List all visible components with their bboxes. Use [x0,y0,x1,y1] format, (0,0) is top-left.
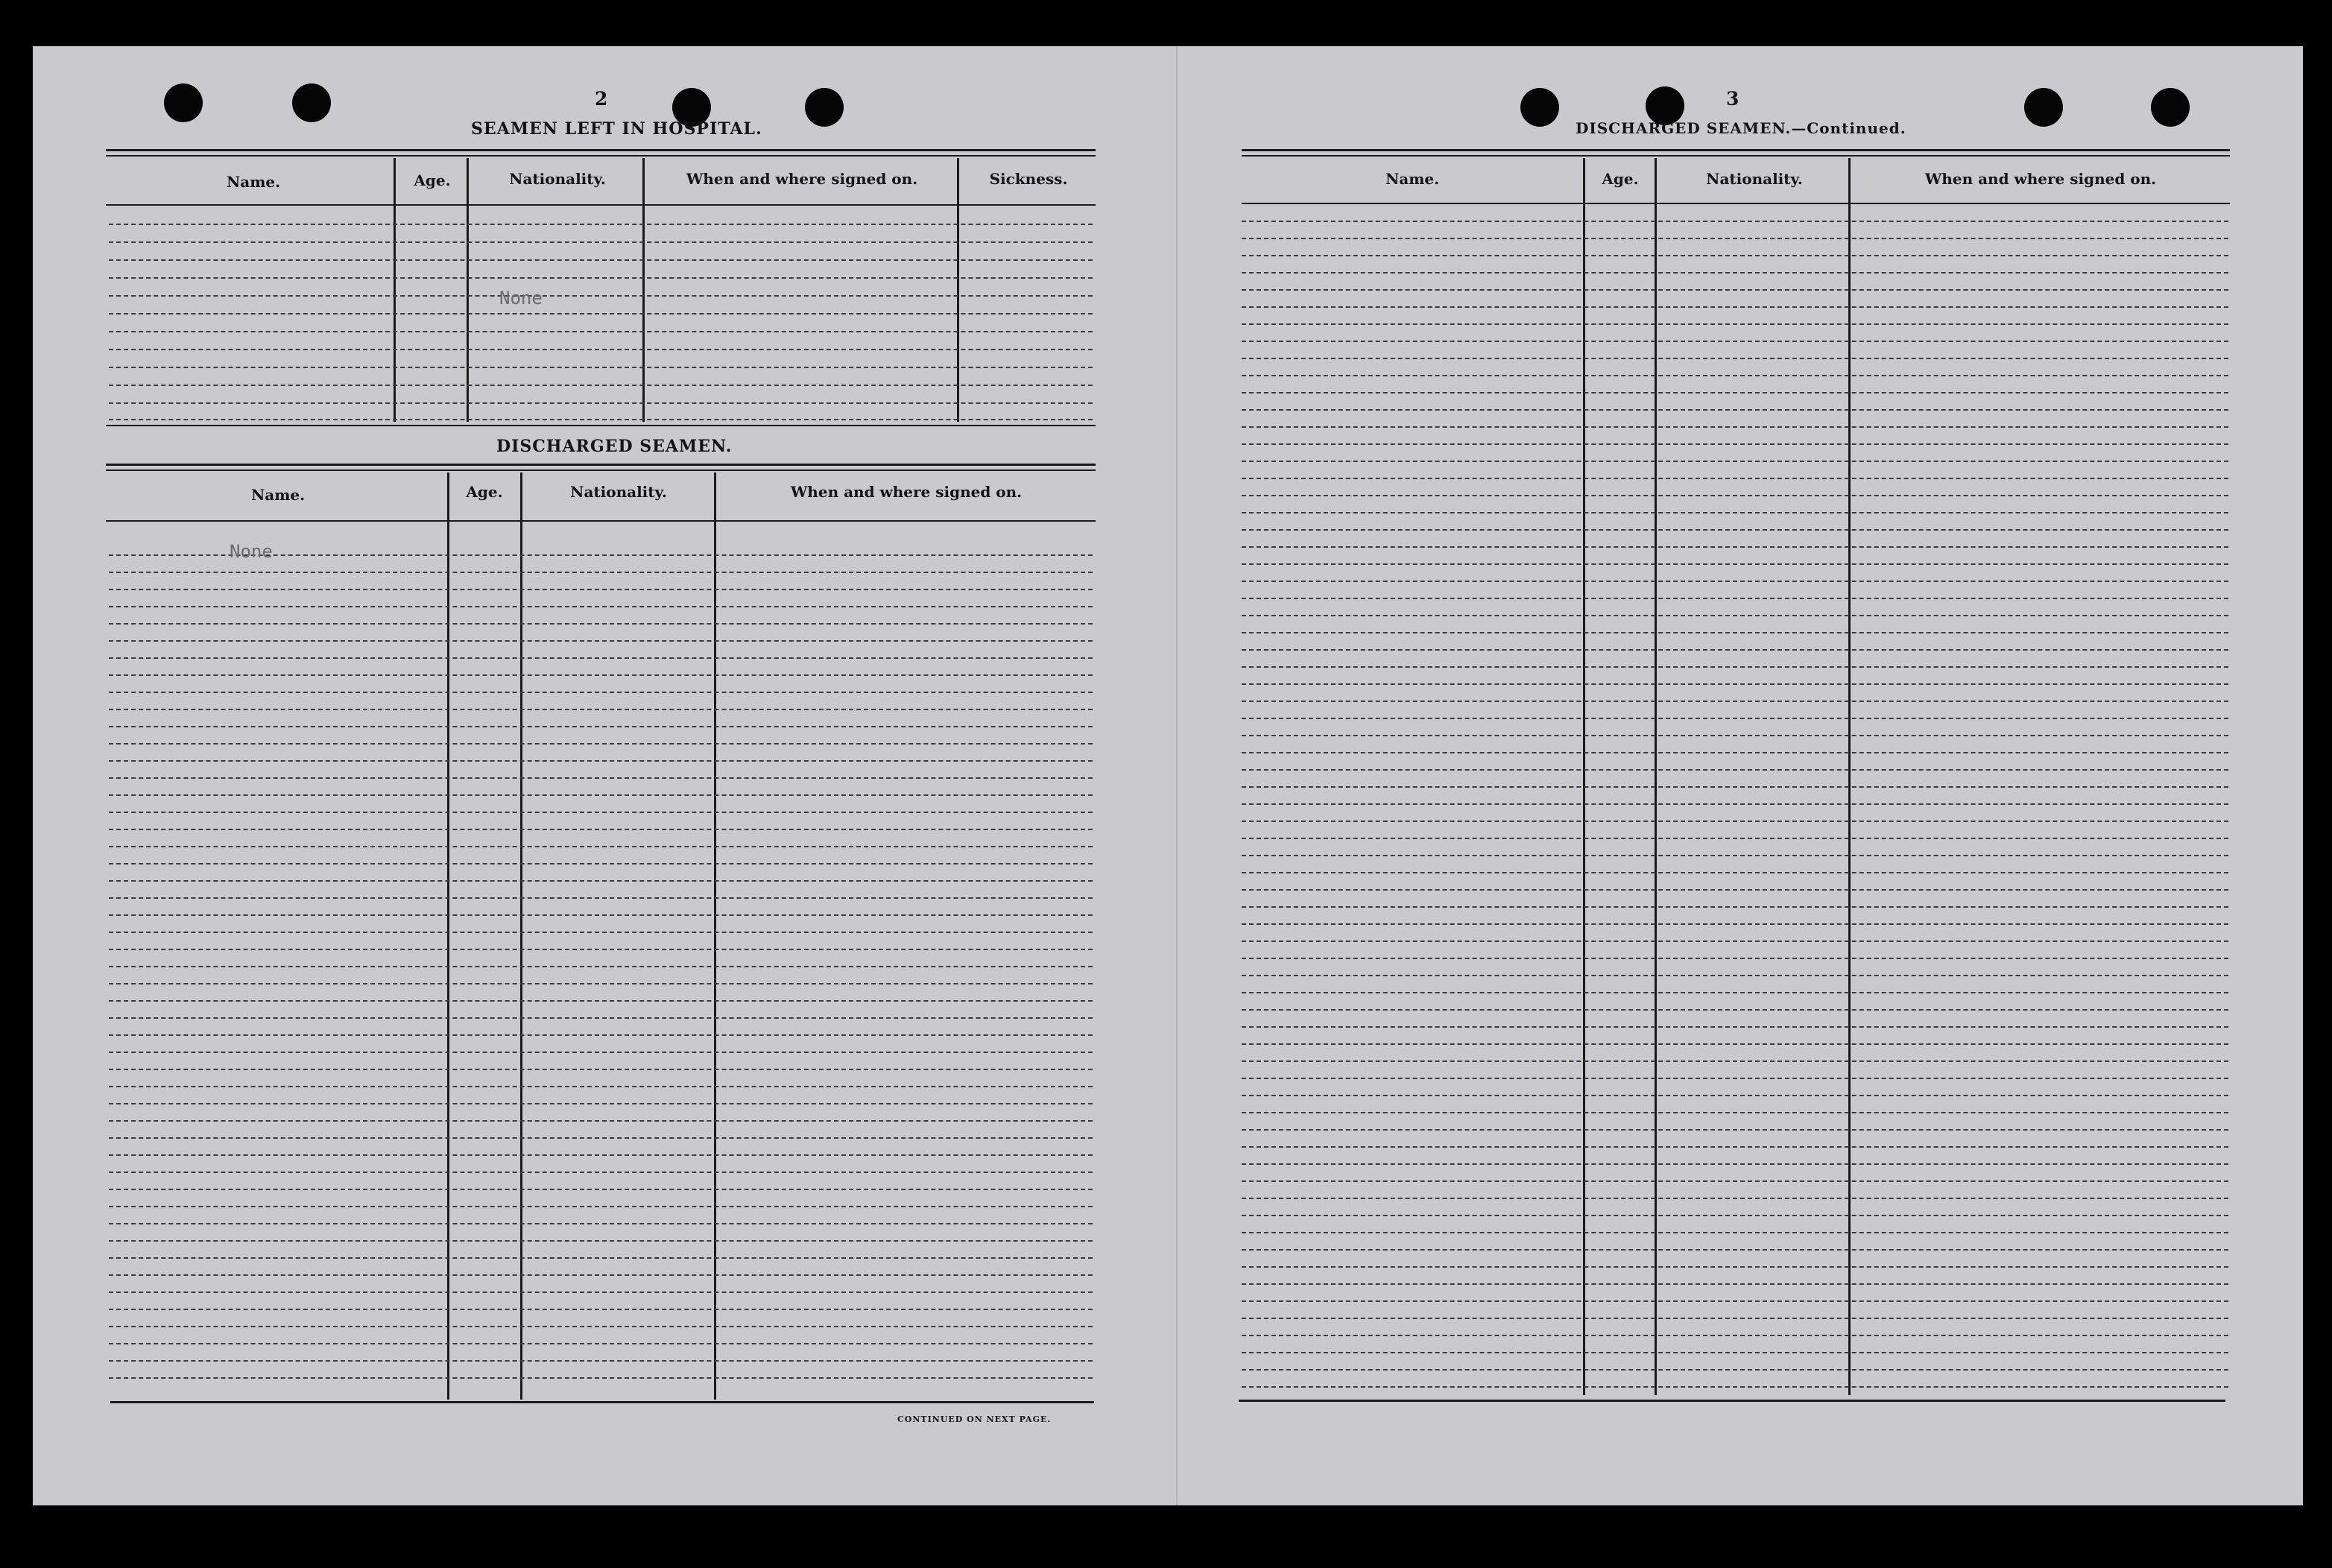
right-top-rule [1242,149,2230,151]
right-entry-line [1242,1095,2228,1096]
right-entry-line [1242,546,2228,548]
right-entry-line [1242,649,2228,651]
page-number: 2 [595,88,608,110]
discharged-top-rule [106,470,1096,471]
right-entry-line [1242,529,2228,531]
right-entry-line [1242,598,2228,599]
right-entry-line [1242,615,2228,616]
right-entry-line [1242,461,2228,462]
right-entry-line [1242,752,2228,753]
discharged-entry-line [109,1137,1093,1139]
discharged-entry-line [109,1086,1093,1087]
right-entry-line [1242,821,2228,822]
hospital-col-name: Name. [226,173,281,191]
discharged-entry-line [109,1377,1093,1379]
right-entry-line [1242,838,2228,839]
right-entry-line [1242,306,2228,308]
right-entry-line [1242,906,2228,908]
right-entry-line [1242,443,2228,445]
discharged-entry-line [109,863,1093,864]
punch-hole [2024,88,2063,127]
right-entry-line [1242,923,2228,925]
hospital-entry-line [109,349,1093,350]
discharged-entry-line [109,657,1093,659]
discharged-col-signed-on: When and where signed on. [790,483,1023,501]
discharged-entry-line [109,983,1093,984]
right-entry-line [1242,632,2228,633]
discharged-entry-line [109,640,1093,642]
punch-hole [164,83,203,122]
discharged-col-age: Age. [466,483,503,501]
discharged-entry-line [109,1000,1093,1002]
hospital-column-divider [394,158,396,422]
right-entry-line [1242,975,2228,976]
right-header-rule [1242,203,2230,204]
right-entry-line [1242,1335,2228,1336]
hospital-entry-line [109,385,1093,386]
right-top-rule [1242,155,2230,157]
punch-hole [1520,88,1559,127]
discharged-bottom-rule [110,1401,1094,1403]
right-entry-line [1242,375,2228,376]
right-column-divider [1848,158,1851,1395]
right-entry-line [1242,289,2228,291]
discharged-entry-line [109,949,1093,950]
hospital-bottom-rule [106,425,1096,426]
right-entry-line [1242,958,2228,959]
discharged-entry-line [109,743,1093,745]
right-entry-line [1242,341,2228,342]
discharged-entry-line [109,1274,1093,1276]
hospital-entry-line [109,313,1093,314]
discharged-col-nationality: Nationality. [570,483,667,501]
right-entry-line [1242,1026,2228,1028]
right-entry-line [1242,683,2228,685]
right-entry-line [1242,581,2228,582]
right-entry-line [1242,512,2228,513]
hospital-col-nationality: Nationality. [509,170,606,188]
discharged-entry-line [109,1154,1093,1156]
discharged-entry-line [109,1103,1093,1104]
right-entry-line [1242,1129,2228,1131]
discharged-entry-line [109,794,1093,796]
discharged-section-title: DISCHARGED SEAMEN. [496,437,733,456]
discharged-entry-line [109,709,1093,710]
punch-hole [805,88,844,127]
hospital-entry-line [109,224,1093,225]
right-entry-line [1242,392,2228,393]
right-entry-line [1242,426,2228,428]
right-entry-line [1242,358,2228,359]
right-entry-line [1242,718,2228,719]
hospital-entry-line [109,277,1093,279]
right-entry-line [1242,1112,2228,1113]
right-entry-line [1242,323,2228,325]
right-entry-line [1242,769,2228,771]
punch-hole [292,83,331,122]
discharged-entry-line [109,880,1093,882]
discharged-entry-line [109,897,1093,899]
right-entry-line [1242,221,2228,222]
right-entry-line [1242,1232,2228,1233]
right-entry-line [1242,941,2228,942]
right-entry-line [1242,786,2228,788]
right-entry-line [1242,1369,2228,1371]
continued-footer: CONTINUED ON NEXT PAGE. [897,1414,1052,1424]
discharged-entry-line [109,829,1093,830]
punch-hole [2151,88,2190,127]
right-entry-line [1242,1043,2228,1045]
continued-section-title: DISCHARGED SEAMEN.—Continued. [1576,119,1906,137]
right-entry-line [1242,563,2228,565]
right-entry-line [1242,1163,2228,1165]
center-fold [1176,46,1178,1505]
right-column-divider [1655,158,1657,1395]
hospital-header-rule [106,204,1096,206]
discharged-entry-line [109,1360,1093,1362]
right-entry-line [1242,1180,2228,1182]
hospital-column-divider [957,158,959,422]
right-col-signed-on: When and where signed on. [1924,170,2157,188]
discharged-top-rule [106,464,1096,466]
hospital-entry-line [109,402,1093,404]
discharged-column-divider [447,472,449,1400]
right-entry-line [1242,1198,2228,1199]
right-entry-line [1242,889,2228,891]
discharged-entry-line [109,1292,1093,1293]
hospital-entry-line [109,241,1093,243]
right-col-nationality: Nationality. [1706,170,1803,188]
hospital-entry-line [109,367,1093,368]
discharged-entry-line [109,914,1093,916]
discharged-entry-line [109,1172,1093,1173]
discharged-entry-line [109,1343,1093,1344]
discharged-entry-line [109,1240,1093,1242]
hospital-handwritten-entry: None [499,288,543,309]
right-entry-line [1242,992,2228,993]
discharged-entry-line [109,1326,1093,1327]
right-entry-line [1242,1009,2228,1011]
discharged-entry-line [109,846,1093,847]
hospital-entry-line [109,331,1093,332]
discharged-entry-line [109,589,1093,590]
discharged-entry-line [109,692,1093,693]
hospital-entry-line [109,295,1093,297]
right-entry-line [1242,409,2228,411]
discharged-entry-line [109,1223,1093,1224]
discharged-entry-line [109,1120,1093,1122]
discharged-entry-line [109,1034,1093,1036]
right-col-name: Name. [1385,170,1440,188]
right-entry-line [1242,478,2228,479]
hospital-top-rule [106,149,1096,151]
right-entry-line [1242,872,2228,873]
right-entry-line [1242,735,2228,736]
hospital-col-age: Age. [414,171,451,189]
right-entry-line [1242,701,2228,702]
discharged-entry-line [109,1189,1093,1190]
discharged-entry-line [109,966,1093,967]
right-entry-line [1242,1300,2228,1302]
discharged-entry-line [109,1309,1093,1310]
hospital-section-title: SEAMEN LEFT IN HOSPITAL. [471,119,762,139]
right-entry-line [1242,1352,2228,1353]
right-column-divider [1583,158,1585,1395]
discharged-entry-line [109,674,1093,676]
right-entry-line [1242,495,2228,496]
discharged-entry-line [109,1206,1093,1207]
left-page [33,46,1178,1505]
hospital-col-sickness: Sickness. [989,170,1068,188]
discharged-col-name: Name. [250,486,306,504]
hospital-entry-line [109,259,1093,261]
discharged-entry-line [109,1052,1093,1053]
discharged-entry-line [109,572,1093,573]
hospital-col-signed-on: When and where signed on. [686,170,918,188]
right-col-age: Age. [1602,170,1639,188]
hospital-top-rule [106,155,1096,157]
discharged-handwritten-entry: None [230,541,273,562]
discharged-entry-line [109,606,1093,607]
right-entry-line [1242,1318,2228,1319]
right-entry-line [1242,1078,2228,1079]
right-page [1178,46,2303,1505]
discharged-entry-line [109,777,1093,779]
discharged-entry-line [109,1069,1093,1070]
right-entry-line [1242,1283,2228,1285]
discharged-entry-line [109,1017,1093,1019]
right-entry-line [1242,803,2228,805]
discharged-entry-line [109,932,1093,933]
discharged-entry-line [109,726,1093,727]
discharged-column-divider [520,472,522,1400]
right-entry-line [1242,1266,2228,1268]
right-entry-line [1242,666,2228,668]
hospital-column-divider [642,158,645,422]
discharged-column-divider [714,472,716,1400]
discharged-entry-line [109,623,1093,625]
right-entry-line [1242,1215,2228,1216]
right-bottom-rule [1239,1400,2225,1402]
right-entry-line [1242,1146,2228,1148]
discharged-entry-line [109,1257,1093,1259]
right-entry-line [1242,272,2228,274]
hospital-entry-line [109,419,1093,420]
right-entry-line [1242,255,2228,256]
right-entry-line [1242,1386,2228,1388]
right-entry-line [1242,855,2228,856]
right-entry-line [1242,238,2228,239]
hospital-column-divider [467,158,469,422]
page-number: 3 [1726,88,1739,110]
right-entry-line [1242,1060,2228,1062]
discharged-entry-line [109,812,1093,813]
right-entry-line [1242,1249,2228,1251]
discharged-entry-line [109,760,1093,762]
discharged-header-rule [106,520,1096,522]
